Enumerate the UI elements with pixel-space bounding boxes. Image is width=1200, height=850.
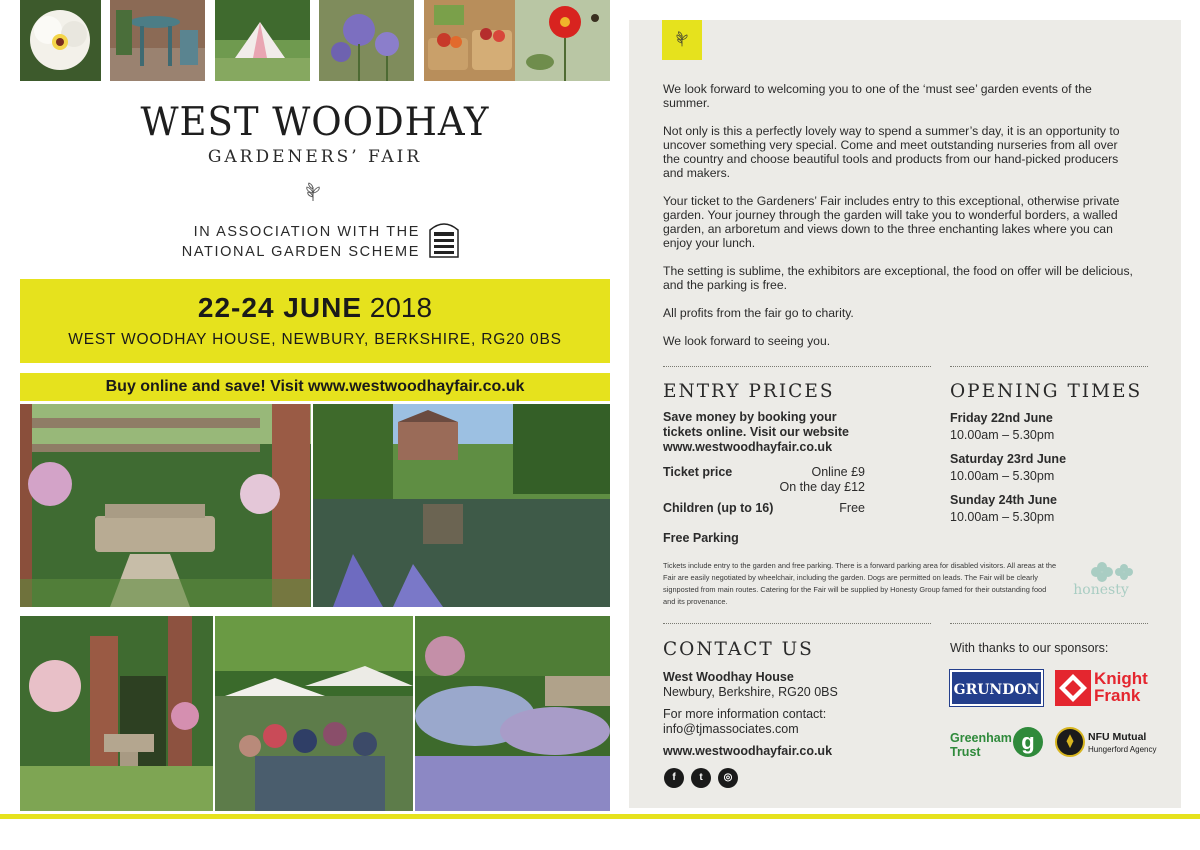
- contact-details: [663, 670, 923, 759]
- ngs-badge-icon: [427, 218, 461, 258]
- knight-frank-word-2: Frank: [1094, 686, 1141, 705]
- children-price-label: Children (up to 16): [663, 501, 774, 515]
- leaf-sprig-icon: [302, 181, 324, 203]
- ticket-day-price: On the day £12: [779, 480, 865, 494]
- photo-house-and-lake: [313, 404, 610, 607]
- grundon-logo: GRUNDON: [950, 670, 1043, 706]
- entry-note: Tickets include entry to the garden and free parking. There is a forward parking area for disabled visitors. All areas at the Fair are easily negotiated by wheelchair, including the garden. Dogs are permitted on leads. The Fair will be clearly signposted from main routes. Catering for the Fair will be supplied by Honesty Group famed for their outstanding food and its provenance.: [663, 561, 1057, 606]
- photo-peony: [20, 0, 101, 81]
- association-text: [160, 222, 420, 262]
- ticket-online-price: Online £9: [811, 465, 865, 479]
- event-date-range: 22-24 JUNE: [197, 292, 362, 323]
- nfu-name: NFU Mutual: [1088, 731, 1147, 743]
- opening-day: Sunday 24th June: [950, 493, 1057, 507]
- nfu-mutual-wordmark: [1088, 731, 1157, 756]
- divider: [663, 366, 931, 367]
- photo-lavender-borders: [415, 616, 610, 811]
- contact-info-label: For more information contact:: [663, 707, 827, 721]
- honesty-wordmark: honesty: [1073, 582, 1129, 598]
- leaf-sprig-icon: [673, 30, 691, 48]
- photo-garden-chairs: [110, 0, 205, 81]
- knight-frank-wordmark: [1094, 670, 1150, 704]
- divider: [950, 366, 1148, 367]
- intro-paragraph: We look forward to seeing you.: [663, 334, 831, 348]
- fair-subtitle: GARDENERS’ FAIR: [207, 147, 423, 167]
- bottom-accent-bar: [0, 814, 1200, 819]
- photo-urn-walled-garden: [20, 616, 213, 811]
- greenham-trust-logo: g: [1013, 727, 1043, 757]
- event-dates: [20, 292, 610, 324]
- free-parking: Free Parking: [663, 531, 739, 545]
- entry-lead-text: Save money by booking your tickets online. Visit our website www.westwoodhayfair.co.uk: [663, 410, 849, 454]
- event-venue: WEST WOODHAY HOUSE, NEWBURY, BERKSHIRE, RG20 0BS: [68, 331, 562, 348]
- ticket-price-row: [663, 465, 865, 495]
- knight-frank-word-1: Knight: [1094, 669, 1148, 688]
- opening-time: 10.00am – 5.30pm: [950, 428, 1055, 442]
- opening-time: 10.00am – 5.30pm: [950, 469, 1055, 483]
- contact-name: West Woodhay House: [663, 670, 794, 684]
- intro-paragraph: Not only is this a perfectly lovely way to spend a summer’s day, it is an opportunity to uncover something very special. Come and meet outstanding nurseries from all over the country and choose beautiful tools and products from our hand-picked producers and makers.: [663, 124, 1120, 180]
- intro-paragraph: We look forward to welcoming you to one of the ‘must see’ garden events of the summer.: [663, 82, 1092, 110]
- divider: [663, 623, 931, 624]
- contact-heading: CONTACT US: [663, 639, 814, 660]
- divider: [950, 623, 1148, 624]
- nfu-mutual-logo-icon: [1055, 727, 1085, 757]
- nfu-agency: Hungerford Agency: [1088, 745, 1157, 754]
- association-line-2: NATIONAL GARDEN SCHEME: [181, 244, 420, 260]
- intro-paragraph: The setting is sublime, the exhibitors are exceptional, the food on offer will be delicious, and the parking is free.: [663, 264, 1133, 292]
- opening-day: Saturday 23rd June: [950, 452, 1067, 466]
- ticket-price-label: Ticket price: [663, 465, 733, 479]
- photo-crowd-parasols: [215, 616, 413, 811]
- greenham-trust-wordmark: [950, 731, 1012, 759]
- intro-text: [663, 82, 1133, 362]
- twitter-icon[interactable]: t: [691, 768, 711, 788]
- trust-word: Trust: [950, 745, 981, 759]
- event-year: 2018: [369, 292, 433, 323]
- knight-frank-mark-icon: [1055, 670, 1091, 706]
- opening-day: Friday 22nd June: [950, 411, 1053, 425]
- ticket-prices: [780, 465, 865, 495]
- opening-times-heading: OPENING TIMES: [950, 381, 1143, 402]
- photo-produce-baskets: [424, 0, 515, 81]
- event-date-banner: [20, 279, 610, 363]
- greenham-word: Greenham: [950, 731, 1012, 745]
- sponsors-thanks: With thanks to our sponsors:: [950, 641, 1109, 655]
- association-line-1: IN ASSOCIATION WITH THE: [193, 224, 420, 240]
- fair-title: WEST WOODHAY: [140, 100, 490, 145]
- photo-stone-bench-pergola: [20, 404, 311, 607]
- intro-paragraph: All profits from the fair go to charity.: [663, 306, 854, 320]
- photo-red-dahlia: [515, 0, 610, 81]
- facebook-icon[interactable]: f: [664, 768, 684, 788]
- contact-address: Newbury, Berkshire, RG20 0BS: [663, 685, 838, 699]
- children-price-row: [663, 501, 865, 517]
- opening-time: 10.00am – 5.30pm: [950, 510, 1055, 524]
- buy-online-banner[interactable]: Buy online and save! Visit www.westwoodhayfair.co.uk: [20, 373, 610, 401]
- children-price: Free: [839, 501, 865, 515]
- contact-email[interactable]: info@tjmassociates.com: [663, 722, 799, 736]
- photo-marquee: [215, 0, 310, 81]
- intro-paragraph: Your ticket to the Gardeners’ Fair includes entry to this exceptional, otherwise private garden. Your journey through the garden will take you to wonderful borders, a walled garden, an arboretum and views down to the three enchanting lakes where you can enjoy your lunch.: [663, 194, 1120, 250]
- contact-website[interactable]: www.westwoodhayfair.co.uk: [663, 744, 833, 758]
- photo-agapanthus: [319, 0, 414, 81]
- instagram-icon[interactable]: ◎: [718, 768, 738, 788]
- entry-prices-heading: ENTRY PRICES: [663, 381, 835, 402]
